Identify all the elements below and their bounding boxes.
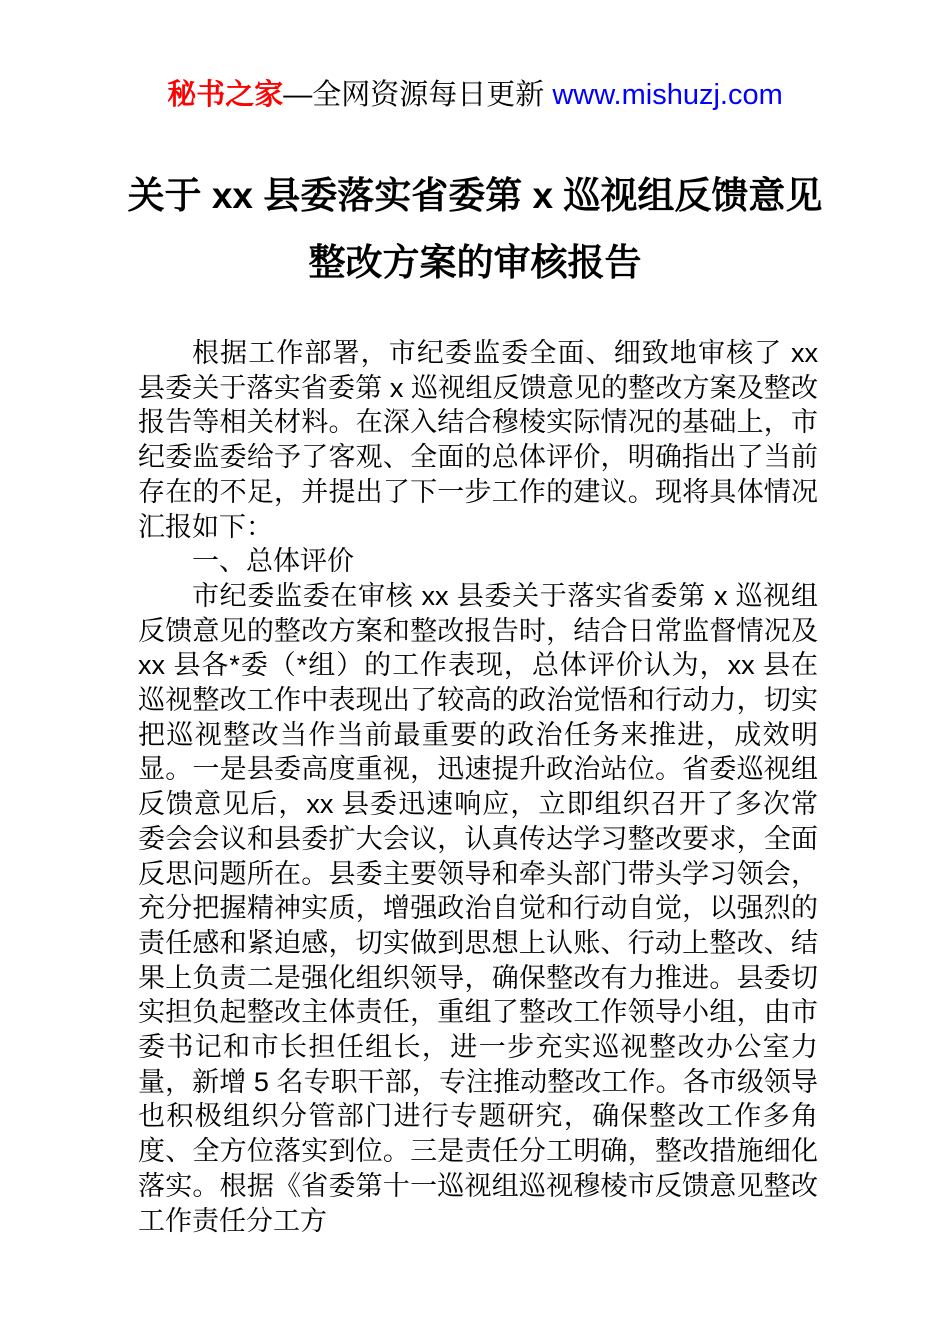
- site-name: 秘书之家: [167, 79, 284, 111]
- document-title-line-1: 关于 xx 县委落实省委第 x 巡视组反馈意见: [127, 175, 823, 216]
- paragraph-section-heading: 一、总体评价: [192, 546, 354, 577]
- site-tagline: —全网资源每日更新: [283, 79, 553, 111]
- paragraph-intro: 根据工作部署，市纪委监委全面、细致地审核了 xx 县委关于落实省委第 x 巡视组反馈意见的整改方案及整改报告等相关材料。在深入结合穆棱实际情况的基础上，市纪委监委给予了客观、全面的总体评价，明确指出了当前存在的不足，并提出了下一步工作的建议。现将具体情况汇报如下：: [138, 338, 818, 542]
- document-title-line-2: 整改方案的审核报告: [308, 242, 642, 283]
- site-header: [0, 0, 950, 112]
- site-url-link[interactable]: www.mishuzj.com: [552, 79, 783, 111]
- document-body: [138, 336, 818, 1238]
- document-title: [60, 162, 890, 296]
- paragraph-overall-evaluation: 市纪委监委在审核 xx 县委关于落实省委第 x 巡视组反馈意见的整改方案和整改报告时，结合日常监督情况及 xx 县各*委（*组）的工作表现，总体评价认为，xx 县在巡视整改工作中表现出了较高的政治觉悟和行动力，切实把巡视整改当作当前最重要的政治任务来推进，成效明显。一是县委高度重视，迅速提升政治站位。省委巡视组反馈意见后，xx 县委迅速响应，立即组织召开了多次常委会会议和县委扩大会议，认真传达学习整改要求，全面反思问题所在。县委主要领导和牵头部门带头学习领会，充分把握精神实质，增强政治自觉和行动自觉，以强烈的责任感和紧迫感，切实做到思想上认账、行动上整改、结果上负责二是强化组织领导，确保整改有力推进。县委切实担负起整改主体责任，重组了整改工作领导小组，由市委书记和市长担任组长，进一步充实巡视整改办公室力量，新增 5 名专职干部，专注推动整改工作。各市级领导也积极组织分管部门进行专题研究，确保整改工作多角度、全方位落实到位。三是责任分工明确，整改措施细化落实。根据《省委第十一巡视组巡视穆棱市反馈意见整改工作责任分工方: [138, 580, 818, 1236]
